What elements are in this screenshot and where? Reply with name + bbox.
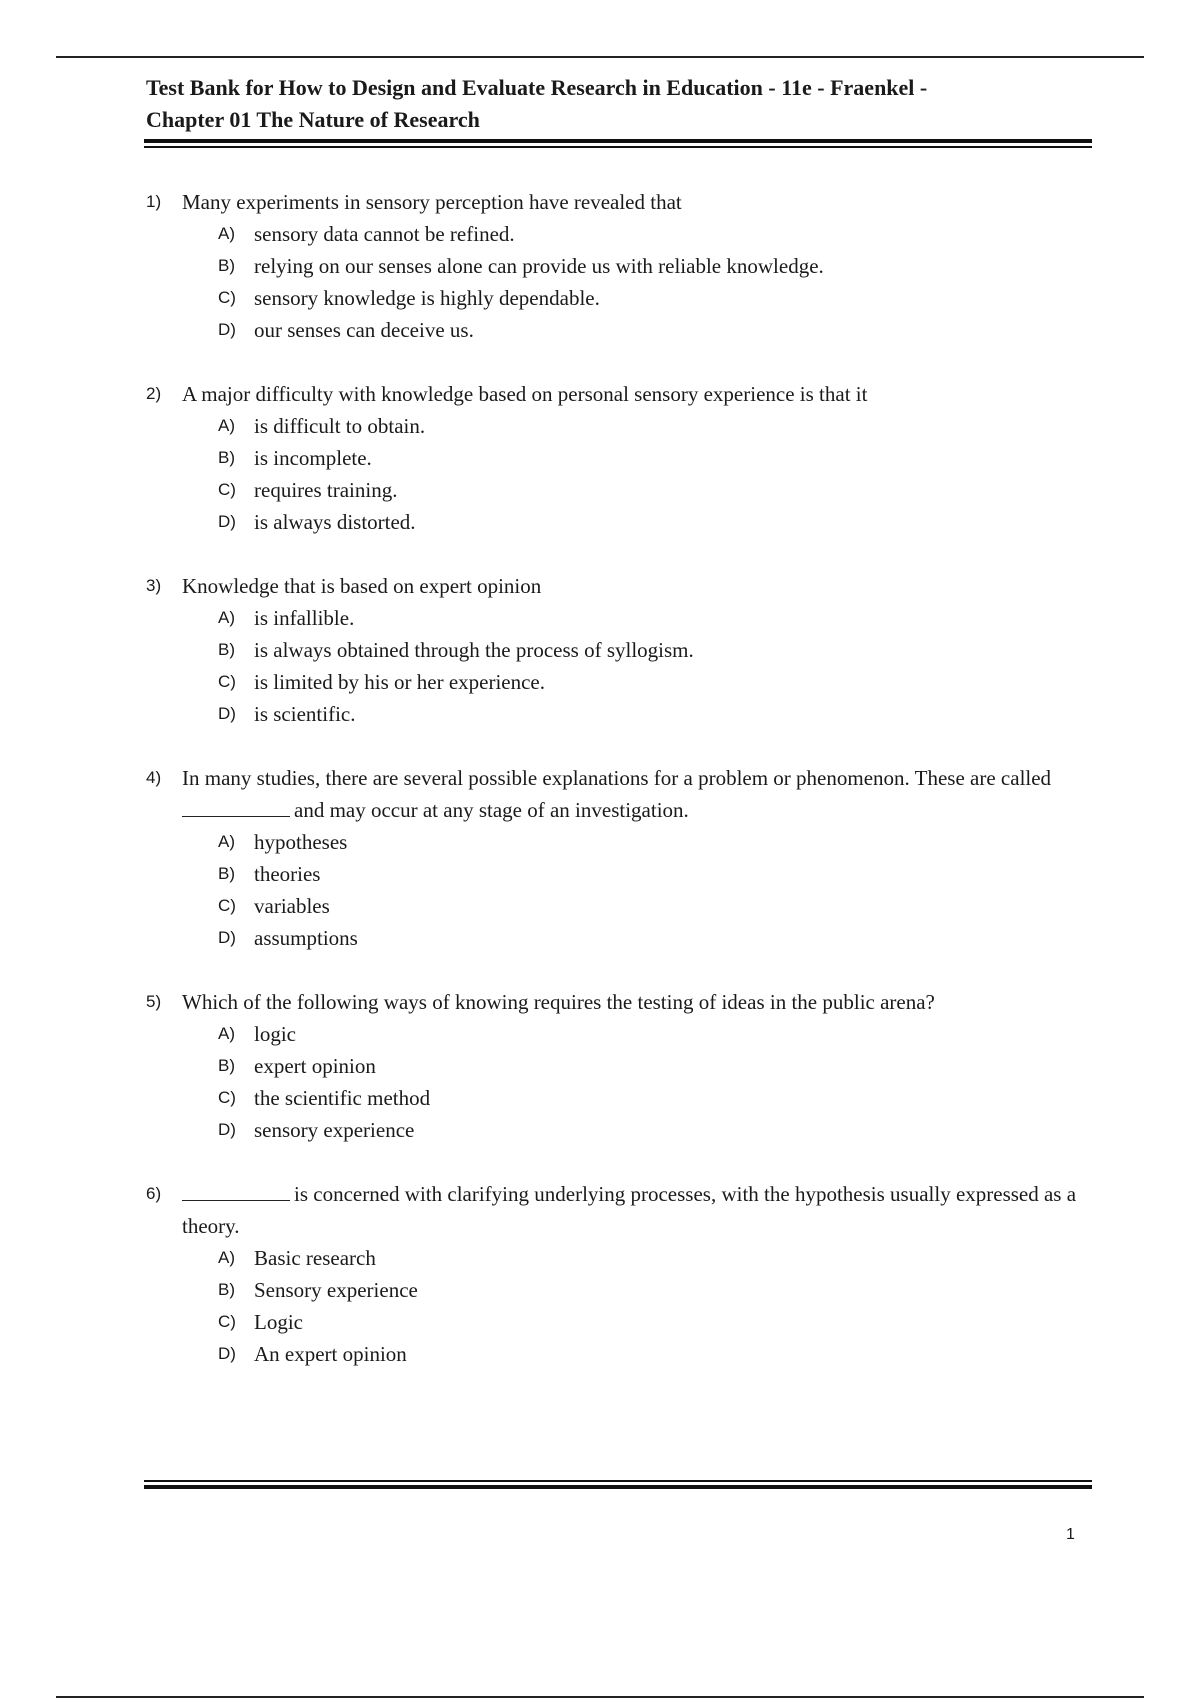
- option-text: Sensory experience: [254, 1278, 418, 1302]
- question-number: 1): [146, 192, 162, 211]
- question-text: Which of the following ways of knowing requires the testing of ideas in the public arena?: [182, 990, 935, 1014]
- option-text: sensory knowledge is highly dependable.: [254, 286, 600, 310]
- option-letter: A): [218, 1248, 235, 1267]
- option-b: [218, 1274, 1096, 1306]
- option-a: [218, 1242, 1096, 1274]
- header-double-rule: [144, 139, 1092, 148]
- question-text-after-blank: and may occur at any stage of an investigation.: [294, 798, 689, 822]
- question-text: [182, 1178, 1096, 1242]
- option-d: [218, 506, 1096, 538]
- question-3: [146, 570, 1096, 730]
- option-text: assumptions: [254, 926, 358, 950]
- option-b: [218, 858, 1096, 890]
- answer-options: [218, 602, 1096, 730]
- answer-blank: [182, 1180, 290, 1201]
- option-text: is scientific.: [254, 702, 356, 726]
- option-letter: B): [218, 1056, 235, 1075]
- answer-options: [218, 218, 1096, 346]
- option-text: An expert opinion: [254, 1342, 407, 1366]
- option-letter: C): [218, 896, 236, 915]
- option-letter: D): [218, 512, 236, 531]
- option-letter: B): [218, 448, 235, 467]
- question-text: A major difficulty with knowledge based on personal sensory experience is that it: [182, 382, 868, 406]
- option-text: is always obtained through the process of syllogism.: [254, 638, 694, 662]
- question-number: 5): [146, 992, 162, 1011]
- option-letter: D): [218, 320, 236, 339]
- answer-options: [218, 410, 1096, 538]
- option-a: [218, 826, 1096, 858]
- option-c: [218, 666, 1096, 698]
- option-letter: A): [218, 416, 235, 435]
- option-letter: C): [218, 672, 236, 691]
- question-4: [146, 762, 1096, 954]
- document-title: [146, 72, 1096, 136]
- answer-blank: [182, 796, 290, 817]
- option-b: [218, 1050, 1096, 1082]
- option-b: [218, 250, 1096, 282]
- option-text: is infallible.: [254, 606, 355, 630]
- option-letter: C): [218, 480, 236, 499]
- question-6: [146, 1178, 1096, 1370]
- option-c: [218, 474, 1096, 506]
- question-text: Many experiments in sensory perception have revealed that: [182, 190, 682, 214]
- answer-options: [218, 1018, 1096, 1146]
- option-text: logic: [254, 1022, 296, 1046]
- option-letter: C): [218, 288, 236, 307]
- option-text: sensory experience: [254, 1118, 415, 1142]
- option-letter: C): [218, 1312, 236, 1331]
- option-b: [218, 634, 1096, 666]
- option-letter: B): [218, 640, 235, 659]
- option-text: relying on our senses alone can provide us with reliable knowledge.: [254, 254, 824, 278]
- option-text: sensory data cannot be refined.: [254, 222, 515, 246]
- option-text: the scientific method: [254, 1086, 431, 1110]
- option-text: is always distorted.: [254, 510, 416, 534]
- option-letter: D): [218, 1120, 236, 1139]
- question-1: [146, 186, 1096, 346]
- option-c: [218, 282, 1096, 314]
- option-text: is incomplete.: [254, 446, 372, 470]
- option-letter: D): [218, 928, 236, 947]
- question-text: Knowledge that is based on expert opinion: [182, 574, 542, 598]
- question-number: 6): [146, 1184, 162, 1203]
- question-number: 4): [146, 768, 162, 787]
- option-d: [218, 698, 1096, 730]
- option-letter: A): [218, 224, 235, 243]
- option-letter: B): [218, 864, 235, 883]
- question-text: [182, 762, 1096, 826]
- answer-options: [218, 826, 1096, 954]
- option-text: expert opinion: [254, 1054, 376, 1078]
- option-text: theories: [254, 862, 321, 886]
- option-text: Logic: [254, 1310, 303, 1334]
- option-letter: B): [218, 1280, 235, 1299]
- question-number: 2): [146, 384, 162, 403]
- option-d: [218, 314, 1096, 346]
- question-number: 3): [146, 576, 162, 595]
- option-c: [218, 1306, 1096, 1338]
- question-text-before-blank: In many studies, there are several possible explanations for a problem or phenomenon. These are called: [182, 766, 1052, 790]
- page-number: 1: [1066, 1526, 1075, 1543]
- page-top-rule: [56, 56, 1144, 58]
- footer-double-rule: [144, 1480, 1092, 1489]
- option-text: is limited by his or her experience.: [254, 670, 545, 694]
- option-text: hypotheses: [254, 830, 348, 854]
- option-c: [218, 890, 1096, 922]
- option-text: our senses can deceive us.: [254, 318, 474, 342]
- answer-options: [218, 1242, 1096, 1370]
- question-5: [146, 986, 1096, 1146]
- option-c: [218, 1082, 1096, 1114]
- option-a: [218, 410, 1096, 442]
- option-a: [218, 602, 1096, 634]
- page-bottom-rule: [56, 1696, 1144, 1698]
- option-b: [218, 442, 1096, 474]
- option-d: [218, 1114, 1096, 1146]
- title-line-1: Test Bank for How to Design and Evaluate Research in Education - 11e - Fraenkel -: [146, 75, 928, 100]
- title-line-2: Chapter 01 The Nature of Research: [146, 107, 480, 132]
- option-letter: C): [218, 1088, 236, 1107]
- option-a: [218, 218, 1096, 250]
- option-letter: A): [218, 832, 235, 851]
- option-letter: B): [218, 256, 235, 275]
- option-letter: D): [218, 1344, 236, 1363]
- option-letter: D): [218, 704, 236, 723]
- option-letter: A): [218, 608, 235, 627]
- option-d: [218, 922, 1096, 954]
- option-text: Basic research: [254, 1246, 376, 1270]
- option-a: [218, 1018, 1096, 1050]
- question-text-after-blank: is concerned with clarifying underlying processes, with the hypothesis usually expressed as a theory.: [182, 1182, 1077, 1238]
- option-letter: A): [218, 1024, 235, 1043]
- option-text: requires training.: [254, 478, 398, 502]
- option-text: is difficult to obtain.: [254, 414, 426, 438]
- option-d: [218, 1338, 1096, 1370]
- option-text: variables: [254, 894, 330, 918]
- question-list: [146, 186, 1096, 1402]
- question-2: [146, 378, 1096, 538]
